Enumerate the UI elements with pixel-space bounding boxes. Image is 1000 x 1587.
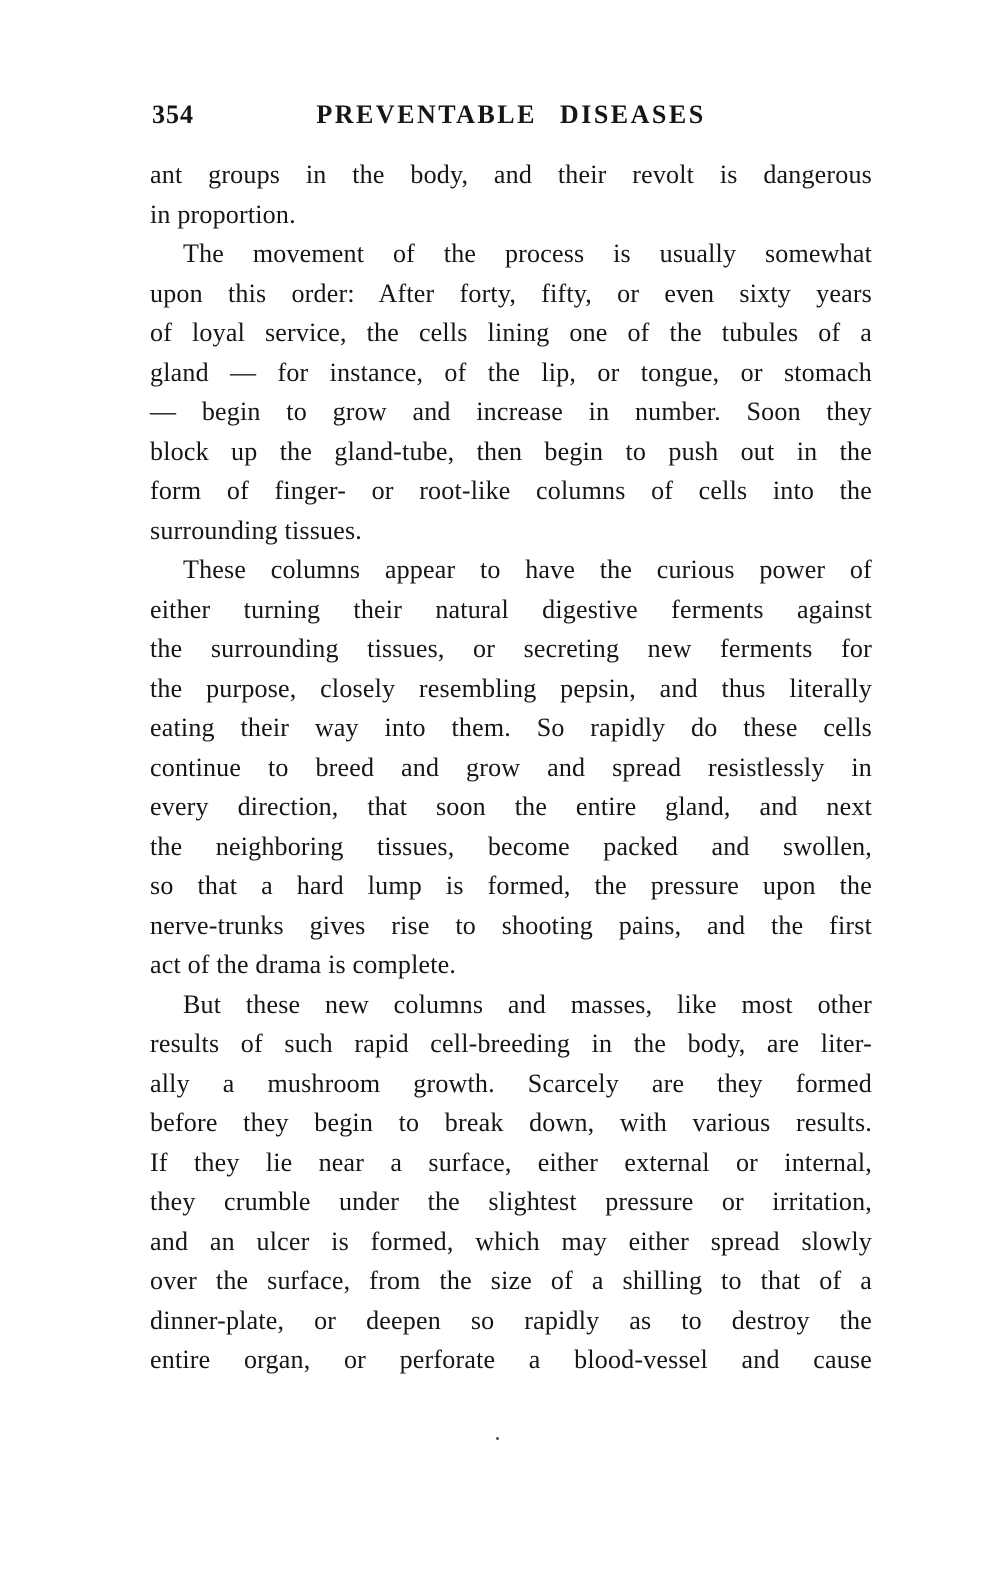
- text-line: they crumble under the slightest pressure or irritation,: [150, 1187, 872, 1216]
- text-line: surrounding tissues.: [150, 515, 362, 545]
- text-line: results of such rapid cell-breeding in the body, are liter-: [150, 1029, 872, 1058]
- text-line: eating their way into them. So rapidly do these cells: [150, 713, 872, 742]
- text-line: either turning their natural digestive ferments against: [150, 594, 872, 624]
- text-line: over the surface, from the size of a shilling to that of a: [150, 1266, 872, 1295]
- text-line: form of finger- or root-like columns of cells into the: [150, 476, 872, 505]
- text-line: These columns appear to have the curious power of: [183, 555, 872, 584]
- text-line: continue to breed and grow and spread resistlessly in: [150, 752, 872, 782]
- text-line: dinner-plate, or deepen so rapidly as to destroy the: [150, 1305, 872, 1335]
- text-line: in proportion.: [150, 199, 296, 229]
- text-line: every direction, that soon the entire gland, and next: [150, 792, 872, 821]
- text-line: entire organ, or perforate a blood-vessel and cause: [150, 1345, 872, 1374]
- text-line: upon this order: After forty, fifty, or even sixty years: [150, 278, 872, 308]
- page-number: 354: [152, 100, 194, 129]
- text-line: the purpose, closely resembling pepsin, and thus literally: [150, 673, 872, 703]
- text-line: act of the drama is complete.: [150, 950, 457, 979]
- text-line: — begin to grow and increase in number. Soon they: [150, 397, 872, 426]
- text-line: nerve-trunks gives rise to shooting pains, and the first: [150, 910, 872, 940]
- text-line: before they begin to break down, with various results.: [150, 1108, 872, 1137]
- ink-speck: [496, 1437, 499, 1440]
- running-title: PREVENTABLE DISEASES: [316, 100, 706, 129]
- text-line: The movement of the process is usually somewhat: [183, 239, 872, 268]
- text-line: the neighboring tissues, become packed and swollen,: [150, 831, 872, 861]
- body-text: [150, 155, 872, 1380]
- text-line: and an ulcer is formed, which may either spread slowly: [150, 1226, 872, 1256]
- text-line: ant groups in the body, and their revolt is dangerous: [150, 160, 872, 189]
- text-line: so that a hard lump is formed, the pressure upon the: [150, 871, 872, 900]
- text-line: the surrounding tissues, or secreting new ferments for: [150, 634, 872, 663]
- text-line: If they lie near a surface, either external or internal,: [150, 1147, 872, 1177]
- page-header: [150, 95, 872, 135]
- text-line: of loyal service, the cells lining one of the tubules of a: [150, 318, 872, 347]
- text-line: ally a mushroom growth. Scarcely are they formed: [150, 1068, 872, 1098]
- text-line: But these new columns and masses, like most other: [183, 989, 872, 1019]
- text-line: block up the gland-tube, then begin to push out in the: [150, 436, 872, 466]
- text-line: gland — for instance, of the lip, or tongue, or stomach: [150, 357, 872, 387]
